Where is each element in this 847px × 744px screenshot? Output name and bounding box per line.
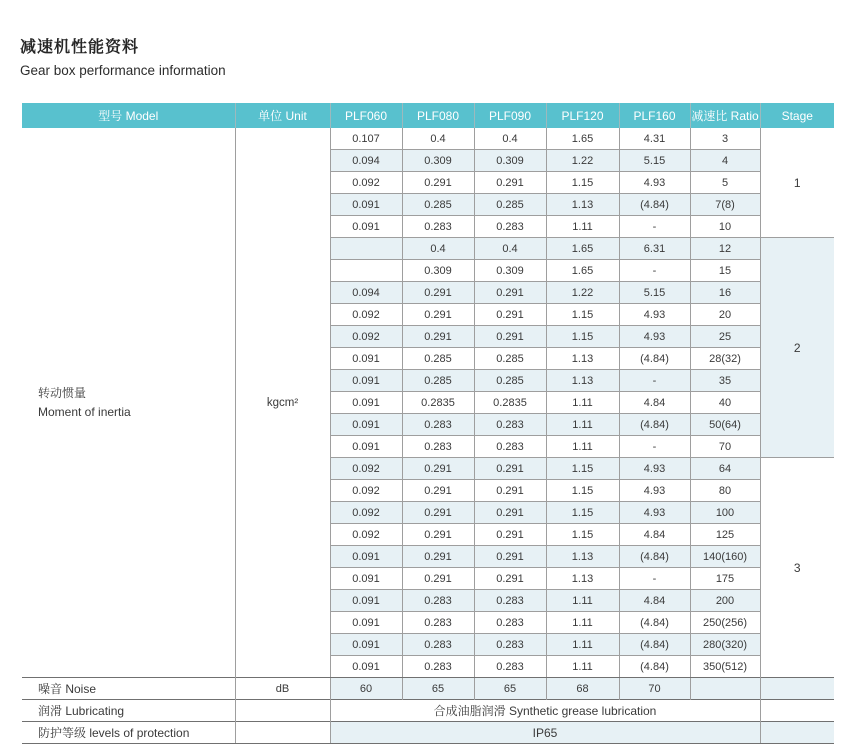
col-header-plf120: PLF120 [546, 103, 619, 128]
col-header-model: 型号 Model [22, 103, 235, 128]
inertia-value-cell: 0.291 [402, 480, 474, 502]
ratio-cell: 200 [690, 590, 760, 612]
lubricating-label: 润滑 Lubricating [22, 700, 235, 722]
inertia-value-cell: 0.4 [474, 238, 546, 260]
lubricating-unit [235, 700, 330, 722]
ratio-cell: 25 [690, 326, 760, 348]
inertia-value-cell: 0.091 [330, 216, 402, 238]
inertia-value-cell: 1.15 [546, 458, 619, 480]
stage-cell: 1 [760, 128, 834, 238]
inertia-value-cell: 0.092 [330, 480, 402, 502]
inertia-value-cell: 0.291 [474, 326, 546, 348]
inertia-value-cell: 0.092 [330, 458, 402, 480]
inertia-unit-cell: kgcm² [235, 128, 330, 678]
performance-table [22, 103, 834, 744]
inertia-value-cell: 0.091 [330, 634, 402, 656]
inertia-value-cell: 4.84 [619, 590, 690, 612]
inertia-value-cell: 0.283 [402, 590, 474, 612]
ratio-cell: 250(256) [690, 612, 760, 634]
inertia-value-cell: 0.291 [402, 458, 474, 480]
inertia-value-cell: 0.283 [474, 414, 546, 436]
ratio-cell: 5 [690, 172, 760, 194]
inertia-value-cell: 0.091 [330, 568, 402, 590]
noise-value-plf160: 70 [619, 678, 690, 700]
inertia-value-cell: 0.309 [402, 150, 474, 172]
inertia-value-cell: 0.283 [402, 414, 474, 436]
inertia-value-cell: 6.31 [619, 238, 690, 260]
inertia-value-cell: 0.291 [474, 524, 546, 546]
ratio-cell: 350(512) [690, 656, 760, 678]
col-header-plf060: PLF060 [330, 103, 402, 128]
inertia-value-cell: 0.283 [402, 436, 474, 458]
inertia-value-cell: 0.4 [474, 128, 546, 150]
inertia-value-cell: 0.291 [402, 524, 474, 546]
inertia-value-cell: 1.65 [546, 238, 619, 260]
inertia-value-cell: 0.291 [402, 282, 474, 304]
inertia-value-cell: 0.309 [402, 260, 474, 282]
col-header-plf160: PLF160 [619, 103, 690, 128]
inertia-value-cell: (4.84) [619, 656, 690, 678]
noise-value-plf060: 60 [330, 678, 402, 700]
page-header [20, 34, 226, 78]
inertia-value-cell: (4.84) [619, 348, 690, 370]
inertia-value-cell: 0.285 [474, 370, 546, 392]
inertia-value-cell: 1.13 [546, 194, 619, 216]
header-row [22, 103, 834, 128]
inertia-value-cell: 0.283 [474, 216, 546, 238]
inertia-value-cell: 1.15 [546, 502, 619, 524]
inertia-value-cell: 4.93 [619, 502, 690, 524]
ratio-cell: 20 [690, 304, 760, 326]
ratio-cell: 50(64) [690, 414, 760, 436]
noise-label: 噪音 Noise [22, 678, 235, 700]
lubricating-stage-cell [760, 700, 834, 722]
ratio-cell: 28(32) [690, 348, 760, 370]
inertia-value-cell: 1.13 [546, 568, 619, 590]
inertia-value-cell: 4.31 [619, 128, 690, 150]
ratio-cell: 64 [690, 458, 760, 480]
inertia-value-cell: 0.291 [402, 546, 474, 568]
noise-value-plf120: 68 [546, 678, 619, 700]
lubricating-row [22, 700, 834, 722]
inertia-value-cell: - [619, 216, 690, 238]
noise-stage-cell [760, 678, 834, 700]
protection-stage-cell [760, 722, 834, 744]
ratio-cell: 16 [690, 282, 760, 304]
inertia-value-cell: 0.283 [474, 590, 546, 612]
inertia-value-cell: 4.84 [619, 524, 690, 546]
ratio-cell: 40 [690, 392, 760, 414]
inertia-value-cell: 1.13 [546, 546, 619, 568]
inertia-value-cell: 0.291 [474, 480, 546, 502]
inertia-value-cell: 0.291 [474, 458, 546, 480]
inertia-value-cell [330, 238, 402, 260]
inertia-value-cell: 0.283 [402, 216, 474, 238]
inertia-value-cell: 0.4 [402, 238, 474, 260]
inertia-value-cell: 0.283 [402, 656, 474, 678]
ratio-cell: 175 [690, 568, 760, 590]
inertia-value-cell: 1.15 [546, 326, 619, 348]
inertia-value-cell: 4.93 [619, 172, 690, 194]
inertia-value-cell: 0.091 [330, 194, 402, 216]
noise-value-plf090: 65 [474, 678, 546, 700]
protection-row [22, 722, 834, 744]
protection-label: 防护等级 levels of protection [22, 722, 235, 744]
lubricating-value: 合成油脂润滑 Synthetic grease lubrication [330, 700, 760, 722]
inertia-value-cell: 1.11 [546, 656, 619, 678]
inertia-value-cell: 0.291 [402, 326, 474, 348]
protection-unit [235, 722, 330, 744]
inertia-row-label: 转动惯量 Moment of inertia [38, 385, 131, 419]
noise-unit: dB [235, 678, 330, 700]
ratio-cell: 100 [690, 502, 760, 524]
inertia-value-cell: 0.291 [402, 304, 474, 326]
inertia-value-cell: 0.309 [474, 260, 546, 282]
inertia-value-cell: 1.22 [546, 150, 619, 172]
inertia-value-cell: 0.291 [474, 282, 546, 304]
inertia-value-cell: - [619, 568, 690, 590]
inertia-value-cell: 0.285 [402, 348, 474, 370]
inertia-value-cell: 1.22 [546, 282, 619, 304]
inertia-value-cell: 0.291 [402, 502, 474, 524]
inertia-value-cell: 0.094 [330, 282, 402, 304]
inertia-value-cell: 0.285 [402, 194, 474, 216]
noise-value-plf080: 65 [402, 678, 474, 700]
inertia-value-cell: 0.092 [330, 502, 402, 524]
inertia-value-cell: - [619, 436, 690, 458]
inertia-value-cell: 0.4 [402, 128, 474, 150]
ratio-cell: 140(160) [690, 546, 760, 568]
inertia-value-cell: 1.11 [546, 590, 619, 612]
inertia-value-cell: 1.11 [546, 436, 619, 458]
inertia-body [22, 128, 834, 678]
page-title-zh: 减速机性能资料 [20, 39, 140, 56]
ratio-cell: 125 [690, 524, 760, 546]
inertia-value-cell: 4.93 [619, 304, 690, 326]
inertia-value-cell: 0.291 [474, 304, 546, 326]
inertia-value-cell: 0.283 [402, 634, 474, 656]
inertia-value-cell: 1.15 [546, 172, 619, 194]
inertia-value-cell: 5.15 [619, 282, 690, 304]
inertia-value-cell: 0.091 [330, 348, 402, 370]
col-header-unit: 单位 Unit [235, 103, 330, 128]
inertia-value-cell: 0.091 [330, 590, 402, 612]
inertia-value-cell: 0.091 [330, 656, 402, 678]
noise-ratio-cell [690, 678, 760, 700]
inertia-value-cell: 0.291 [474, 546, 546, 568]
ratio-cell: 3 [690, 128, 760, 150]
inertia-value-cell: - [619, 370, 690, 392]
inertia-value-cell: 0.285 [474, 194, 546, 216]
col-header-plf090: PLF090 [474, 103, 546, 128]
inertia-value-cell: 0.092 [330, 172, 402, 194]
inertia-value-cell: 5.15 [619, 150, 690, 172]
inertia-value-cell: 1.15 [546, 304, 619, 326]
inertia-value-cell: 1.11 [546, 414, 619, 436]
inertia-value-cell: 0.283 [474, 612, 546, 634]
noise-row [22, 678, 834, 700]
inertia-value-cell: 0.091 [330, 436, 402, 458]
inertia-value-cell: 0.094 [330, 150, 402, 172]
inertia-value-cell: 0.285 [402, 370, 474, 392]
inertia-value-cell: 0.283 [474, 634, 546, 656]
ratio-cell: 4 [690, 150, 760, 172]
inertia-value-cell: 0.309 [474, 150, 546, 172]
protection-value: IP65 [330, 722, 760, 744]
inertia-value-cell: 0.092 [330, 524, 402, 546]
inertia-value-cell: 1.11 [546, 634, 619, 656]
inertia-value-cell: 0.283 [474, 656, 546, 678]
inertia-value-cell: 0.291 [402, 172, 474, 194]
inertia-value-cell: 0.291 [402, 568, 474, 590]
table-header [22, 103, 834, 128]
inertia-value-cell: 0.291 [474, 502, 546, 524]
inertia-value-cell: 0.283 [402, 612, 474, 634]
ratio-cell: 10 [690, 216, 760, 238]
inertia-value-cell: 0.091 [330, 370, 402, 392]
inertia-value-cell: 0.092 [330, 304, 402, 326]
inertia-value-cell: 4.93 [619, 458, 690, 480]
inertia-value-cell: (4.84) [619, 612, 690, 634]
inertia-value-cell: 0.091 [330, 612, 402, 634]
inertia-value-cell: 1.11 [546, 612, 619, 634]
inertia-value-cell: (4.84) [619, 414, 690, 436]
inertia-value-cell: 0.091 [330, 414, 402, 436]
inertia-value-cell: 0.291 [474, 568, 546, 590]
inertia-value-cell: 0.2835 [402, 392, 474, 414]
inertia-value-cell: 1.65 [546, 128, 619, 150]
col-header-ratio: 减速比 Ratio [690, 103, 760, 128]
ratio-cell: 280(320) [690, 634, 760, 656]
inertia-value-cell: 1.15 [546, 524, 619, 546]
inertia-value-cell: 0.107 [330, 128, 402, 150]
stage-cell: 3 [760, 458, 834, 678]
inertia-row [22, 128, 834, 150]
page-title-en: Gear box performance information [20, 63, 226, 78]
inertia-value-cell: 0.092 [330, 326, 402, 348]
inertia-value-cell [330, 260, 402, 282]
inertia-value-cell: (4.84) [619, 546, 690, 568]
inertia-value-cell: 1.65 [546, 260, 619, 282]
inertia-value-cell: 1.11 [546, 216, 619, 238]
ratio-cell: 12 [690, 238, 760, 260]
inertia-value-cell: 1.13 [546, 348, 619, 370]
inertia-value-cell: 4.84 [619, 392, 690, 414]
inertia-value-cell: - [619, 260, 690, 282]
inertia-value-cell: (4.84) [619, 634, 690, 656]
inertia-value-cell: 0.283 [474, 436, 546, 458]
inertia-value-cell: 4.93 [619, 326, 690, 348]
inertia-value-cell: 1.15 [546, 480, 619, 502]
ratio-cell: 35 [690, 370, 760, 392]
inertia-value-cell: 0.285 [474, 348, 546, 370]
inertia-value-cell: 0.091 [330, 392, 402, 414]
inertia-value-cell: 4.93 [619, 480, 690, 502]
ratio-cell: 70 [690, 436, 760, 458]
table-footer [22, 678, 834, 744]
inertia-value-cell: (4.84) [619, 194, 690, 216]
inertia-value-cell: 1.11 [546, 392, 619, 414]
col-header-stage: Stage [760, 103, 834, 128]
stage-cell: 2 [760, 238, 834, 458]
ratio-cell: 7(8) [690, 194, 760, 216]
inertia-value-cell: 1.13 [546, 370, 619, 392]
ratio-cell: 80 [690, 480, 760, 502]
inertia-value-cell: 0.091 [330, 546, 402, 568]
ratio-cell: 15 [690, 260, 760, 282]
col-header-plf080: PLF080 [402, 103, 474, 128]
inertia-value-cell: 0.2835 [474, 392, 546, 414]
inertia-value-cell: 0.291 [474, 172, 546, 194]
